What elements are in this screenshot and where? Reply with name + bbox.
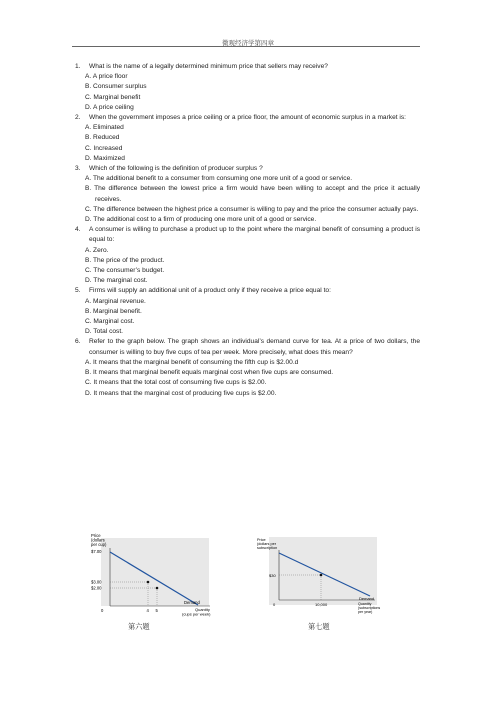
question-text: A consumer is willing to purchase a product up to the point where the marginal benefit of consuming a product is equal to:	[89, 226, 420, 244]
question	[75, 337, 420, 357]
answer-option: D. It means that the marginal cost of producing five cups is $2.00.	[85, 389, 277, 397]
question-number: 2.	[75, 114, 81, 122]
y-axis-label-line3: per cup)	[91, 542, 107, 547]
question-text: Firms will supply an additional unit of a product only if they receive a price equal to:	[89, 287, 331, 295]
y-tick-7: $7.00	[91, 549, 102, 554]
answer-option: B. The price of the product.	[85, 256, 165, 264]
answer-option: C. The consumer’s budget.	[85, 267, 165, 275]
x-axis-label-line2: (subscriptions	[358, 606, 381, 610]
question-number: 1.	[75, 63, 81, 70]
answer-option: C. Marginal cost.	[85, 318, 135, 326]
answer-option: A. Zero.	[85, 246, 109, 254]
answer-option: D. The marginal cost.	[85, 277, 148, 285]
answer-option: D. The additional cost to a firm of producing one more unit of a good or service.	[85, 216, 317, 224]
y-tick-3: $3.00	[91, 579, 102, 585]
question-number: 4.	[75, 226, 81, 234]
x-axis-label-line1: Quantity	[358, 602, 372, 606]
answer-option: D. A price ceiling	[85, 103, 134, 111]
answer-option: A. The additional benefit to a consumer from consuming one more unit of a good or service.	[85, 175, 353, 183]
answer-option: B. Consumer surplus	[85, 83, 147, 91]
graph7-caption: 第七题	[308, 622, 330, 631]
answer-option: D. Total cost.	[85, 328, 123, 336]
question-text: What is the name of a legally determined minimum price that sellers may receive?	[89, 63, 328, 70]
y-tick-2: $2.00	[91, 585, 102, 591]
question-text: Refer to the graph below. The graph shows an individual’s demand curve for tea. At a price of two dollars, the consumer is willing to buy five cups of tea per week. More precisely, what does this mean?	[89, 338, 420, 356]
answer-option: B. Marginal benefit.	[85, 307, 142, 315]
x-tick-0: 0	[273, 602, 276, 607]
answer-option: A. Eliminated	[85, 124, 124, 132]
x-tick-5: 5	[155, 608, 158, 613]
demand-graph-tea	[88, 530, 218, 620]
answer-option: A. It means that the marginal benefit of consuming the fifth cup is $2.00.d	[85, 358, 299, 366]
question	[75, 225, 420, 245]
x-axis-label-line1: Quantity	[195, 607, 210, 612]
y-tick-30: $30	[269, 573, 276, 578]
y-axis-label-line3: subscription	[257, 546, 278, 550]
y-axis-label-line1: Price	[257, 538, 266, 542]
answer-option: A. Marginal revenue.	[85, 297, 146, 305]
demand-label: Demand	[359, 596, 375, 601]
page-header: 微观经济学第四章	[222, 39, 274, 47]
x-tick-4: 4	[146, 608, 149, 613]
answer-option: C. The difference between the highest price a consumer is willing to pay and the price the consumer actually pays.	[85, 205, 419, 213]
graph6-caption: 第六题	[128, 622, 150, 631]
y-axis-label-line2: (dollars per	[257, 542, 276, 546]
question-number: 3.	[75, 165, 81, 173]
question-list	[75, 62, 420, 399]
question	[75, 62, 420, 72]
y-axis-label-line1: Price	[91, 533, 101, 538]
question	[75, 164, 420, 174]
graphs-area	[0, 530, 496, 640]
answer-option: B. Reduced	[85, 134, 120, 142]
answer-option: C. Increased	[85, 144, 123, 152]
demand-label: Demand	[184, 600, 200, 605]
question	[75, 113, 420, 123]
x-tick-0: 0	[101, 608, 104, 613]
x-tick-10000: 10,000	[315, 602, 328, 607]
question-number: 6.	[75, 338, 81, 346]
answer-option: C. Marginal benefit	[85, 93, 141, 101]
question-number: 5.	[75, 287, 81, 295]
x-axis-label-line2: (cups per week)	[182, 611, 211, 617]
y-axis-label-line2: (dollars	[91, 537, 105, 543]
question	[75, 286, 420, 296]
demand-graph-subscriptions	[255, 530, 385, 620]
answer-option: C. It means that the total cost of consuming five cups is $2.00.	[85, 379, 267, 387]
answer-option: B. The difference between the lowest price a firm would have been willing to accept and the price it actually receives.	[85, 185, 420, 203]
question-text: Which of the following is the definition of producer surplus ?	[89, 165, 263, 173]
header-rule	[72, 46, 420, 47]
answer-option: A. A price floor	[85, 73, 128, 81]
answer-option: D. Maximized	[85, 154, 125, 162]
answer-option: B. It means that marginal benefit equals marginal cost when five cups are consumed.	[85, 369, 334, 377]
x-axis-label-line3: per year)	[358, 610, 373, 614]
question-text: When the government imposes a price ceiling or a price floor, the amount of economic surplus in a market is:	[89, 114, 407, 122]
